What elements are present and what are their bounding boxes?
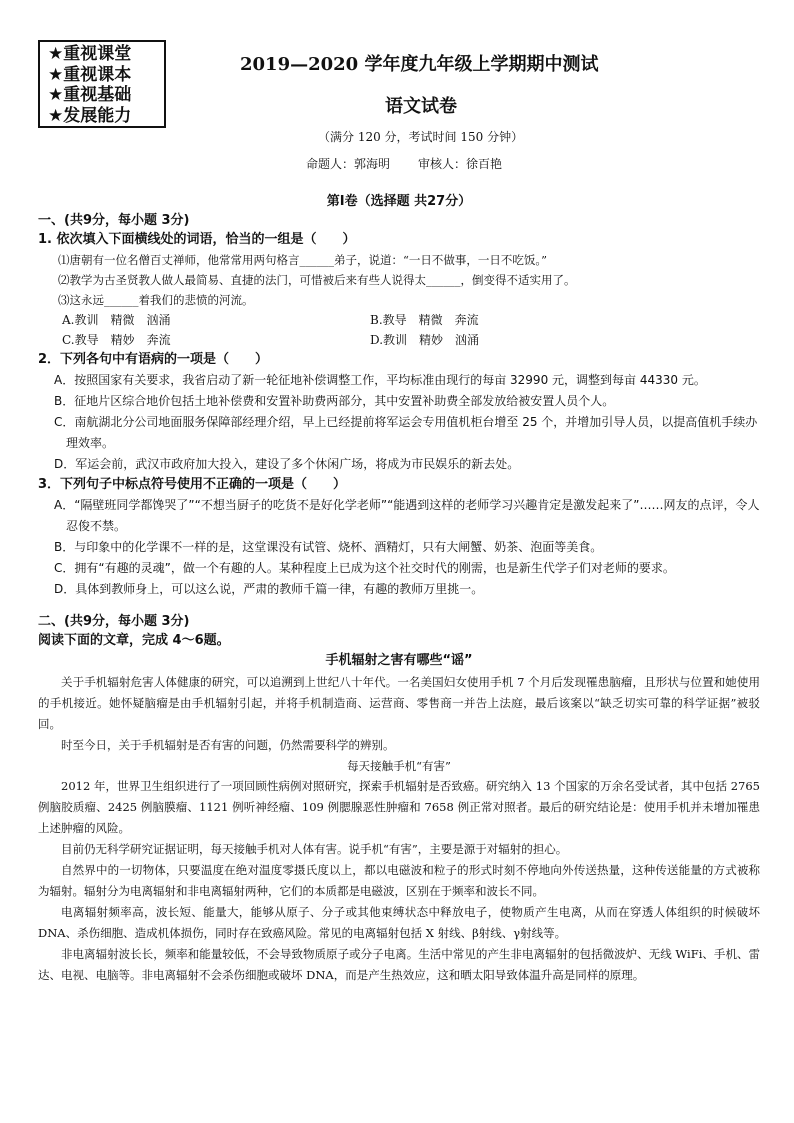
question-2-stem: 2．下列各句中有语病的一项是（ ） bbox=[38, 352, 269, 367]
paragraph: 自然界中的一切物体，只要温度在绝对温度零摄氏度以上，都以电磁波和粒子的形式时刻不停地向外传送热量，这种传送能量的方式被称为辐射。辐射分为电离辐射和非电离辐射两种，它们的本质都是电磁波，区别在于频率和波长不同。 bbox=[38, 863, 760, 898]
question-1-sentence: ⑵教学为古圣贤教人做人最简易、直捷的法门，可惜被后来有些人说得太______，倒变得不适实用了。 bbox=[58, 273, 576, 287]
option-c: C.教导 精妙 奔流 bbox=[62, 333, 171, 347]
motto-line: ★发展能力 bbox=[48, 105, 132, 126]
question-1-options-row bbox=[38, 310, 760, 330]
option-b: B．征地片区综合地价包括土地补偿费和安置补助费两部分，其中安置补助费全部发放给被安置人员个人。 bbox=[54, 394, 615, 408]
option-c: C．南航湖北分公司地面服务保障部经理介绍，早上已经提前将军运会专用值机柜台增至 25 个，并增加引导人员，以提高值机手续办理效率。 bbox=[54, 415, 758, 450]
motto-line: ★重视基础 bbox=[48, 85, 132, 105]
part-heading: 一、(共9分，每小题 3分) bbox=[38, 213, 190, 228]
section-title: 第Ⅰ卷（选择题 共27分） bbox=[326, 194, 472, 209]
option-d: D.教训 精妙 汹涌 bbox=[370, 333, 480, 347]
question-1-options-row bbox=[38, 330, 760, 350]
part-heading: 二、(共9分，每小题 3分) bbox=[38, 614, 190, 629]
option-b: B.教导 精微 奔流 bbox=[370, 313, 479, 327]
reading-instruction: 阅读下面的文章，完成 4～6题。 bbox=[38, 633, 230, 648]
option-a: A.教训 精微 汹涌 bbox=[62, 313, 171, 327]
paragraph: 非电离辐射波长长，频率和能量较低，不会导致物质原子或分子电离。生活中常见的产生非电离辐射的包括微波炉、无线 WiFi、手机、雷达、电视、电脑等。非电离辐射不会杀伤细胞或破坏 DNA，而是产生热效应，这和晒太阳导致体温升高是同样的原理。 bbox=[38, 947, 760, 982]
option-b: B．与印象中的化学课不一样的是，这堂课没有试管、烧杯、酒精灯，只有大闸蟹、奶茶、泡面等美食。 bbox=[54, 540, 603, 554]
option-c: C．拥有“有趣的灵魂”，做一个有趣的人。某种程度上已成为这个社交时代的刚需，也是新生代学子们对老师的要求。 bbox=[54, 561, 675, 575]
paragraph: 电离辐射频率高，波长短、能量大，能够从原子、分子或其他束缚状态中释放电子，使物质产生电离，从而在穿透人体组织的时候破坏 DNA、杀伤细胞、造成机体损伤，同时存在致癌风险。常见的电离辐射包括 X 射线、β射线、γ射线等。 bbox=[38, 905, 760, 940]
paragraph: 关于手机辐射危害人体健康的研究，可以追溯到上世纪八十年代。一名美国妇女使用手机 7 个月后发现罹患脑瘤，且形状与位置和她使用的手机接近。她怀疑脑瘤是由手机辐射引起，并将手机制造商、运营商、零售商一并告上法庭，最后该案以“缺乏切实可靠的科学证据”被驳回。 bbox=[38, 675, 760, 731]
article-title: 手机辐射之害有哪些“谣” bbox=[325, 653, 473, 668]
motto-line: ★重视课本 bbox=[48, 64, 132, 85]
motto-line: ★重视课堂 bbox=[48, 44, 132, 64]
paragraph: 时至今日，关于手机辐射是否有害的问题，仍然需要科学的辨别。 bbox=[61, 738, 395, 752]
question-3-stem: 3．下列句子中标点符号使用不正确的一项是（ ） bbox=[38, 477, 347, 492]
question-1-sentence: ⑶这永远______着我们的悲愤的河流。 bbox=[58, 293, 254, 307]
paragraph: 目前仍无科学研究证据证明，每天接触手机对人体有害。说手机“有害”，主要是源于对辐射的担心。 bbox=[61, 842, 568, 856]
question-1-sentence: ⑴唐朝有一位名僧百丈禅师，他常常用两句格言______弟子，说道：“一日不做事，一日不吃饭。” bbox=[58, 253, 548, 267]
option-d: D．军运会前，武汉市政府加大投入，建设了多个休闲广场，将成为市民娱乐的新去处。 bbox=[54, 457, 520, 471]
exam-subtitle: 语文试卷 bbox=[385, 96, 457, 117]
exam-title: 2019—2020 学年度九年级上学期期中测试 bbox=[240, 54, 599, 75]
author: 命题人：郭海明 bbox=[306, 157, 391, 171]
option-a: A．按照国家有关要求，我省启动了新一轮征地补偿调整工作，平均标准由现行的每亩 32990 元，调整到每亩 44330 元。 bbox=[54, 373, 706, 387]
option-a: A．“隔壁班同学都馋哭了”“不想当厨子的吃货不是好化学老师”“能遇到这样的老师学习兴趣肯定是激发起来了”……网友的点评，令人忍俊不禁。 bbox=[54, 498, 760, 533]
reviewer: 审核人：徐百艳 bbox=[418, 157, 503, 171]
paragraph: 2012 年，世界卫生组织进行了一项回顾性病例对照研究，探索手机辐射是否致癌。研究纳入 13 个国家的万余名受试者，其中包括 2765 例脑胶质瘤、2425 例脑膜瘤、1121 例听神经瘤、109 例腮腺恶性肿瘤和 7658 例正常对照者。最后的研究结论是：使用手机并未增加罹患上述肿瘤的风险。 bbox=[38, 779, 760, 835]
exam-body bbox=[38, 193, 760, 986]
score-time-line: （满分 120 分，考试时间 150 分钟） bbox=[318, 130, 524, 144]
author-line bbox=[306, 155, 530, 172]
article-subheading: 每天接触手机“有害” bbox=[347, 759, 451, 773]
question-1-stem: 1. 依次填入下面横线处的词语，恰当的一组是（ ） bbox=[38, 232, 356, 247]
motto-box bbox=[38, 40, 166, 128]
option-d: D．具体到教师身上，可以这么说，严肃的教师千篇一律，有趣的教师万里挑一。 bbox=[54, 582, 484, 596]
